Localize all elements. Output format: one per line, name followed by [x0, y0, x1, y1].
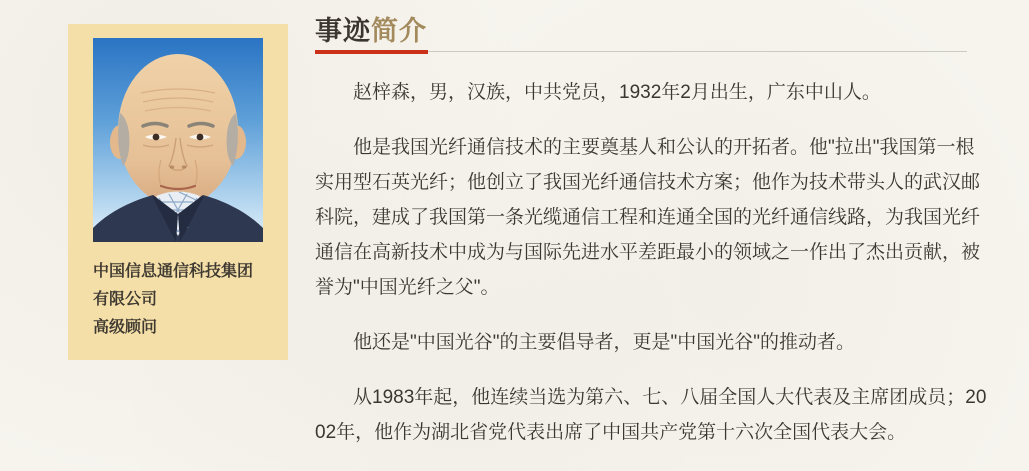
- portrait-photo: [93, 38, 263, 242]
- profile-card: [68, 24, 288, 360]
- org-title-line-2: 有限公司: [93, 291, 158, 308]
- bio-paragraph-3: 他还是"中国光谷"的主要倡导者，更是"中国光谷"的推动者。: [353, 332, 855, 353]
- org-title-line-1: 中国信息通信科技集团: [93, 263, 254, 280]
- main-content: [315, 0, 991, 450]
- bio-paragraph-1: 赵梓森，男，汉族，中共党员，1932年2月出生，广东中山人。: [353, 82, 881, 103]
- section-title: [315, 0, 991, 45]
- org-title: [93, 258, 273, 342]
- job-title: 高级顾问: [93, 319, 158, 336]
- section-title-dark-part: 事迹: [315, 16, 371, 46]
- heading-divider: [315, 50, 967, 54]
- bio-paragraph-2: 他是我国光纤通信技术的主要奠基人和公认的开拓者。他"拉出"我国第一根实用型石英光纤；他创立了我国光纤通信技术方案；他作为技术带头人的武汉邮科院，建成了我国第一条光缆通信工程和连通全国的光纤通信线路，为我国光纤通信在高新技术中成为与国际先进水平差距最小的领域之一作出了杰出贡献，被誉为"中国光纤之父"。: [315, 137, 981, 298]
- heading-divider-accent: [315, 50, 428, 54]
- bio-paragraph-4: 从1983年起，他连续当选为第六、七、八届全国人大代表及主席团成员；2002年，他作为湖北省党代表出席了中国共产党第十六次全国代表大会。: [315, 387, 987, 443]
- section-title-gold-part: 简介: [371, 16, 427, 46]
- portrait-illustration: [93, 38, 263, 242]
